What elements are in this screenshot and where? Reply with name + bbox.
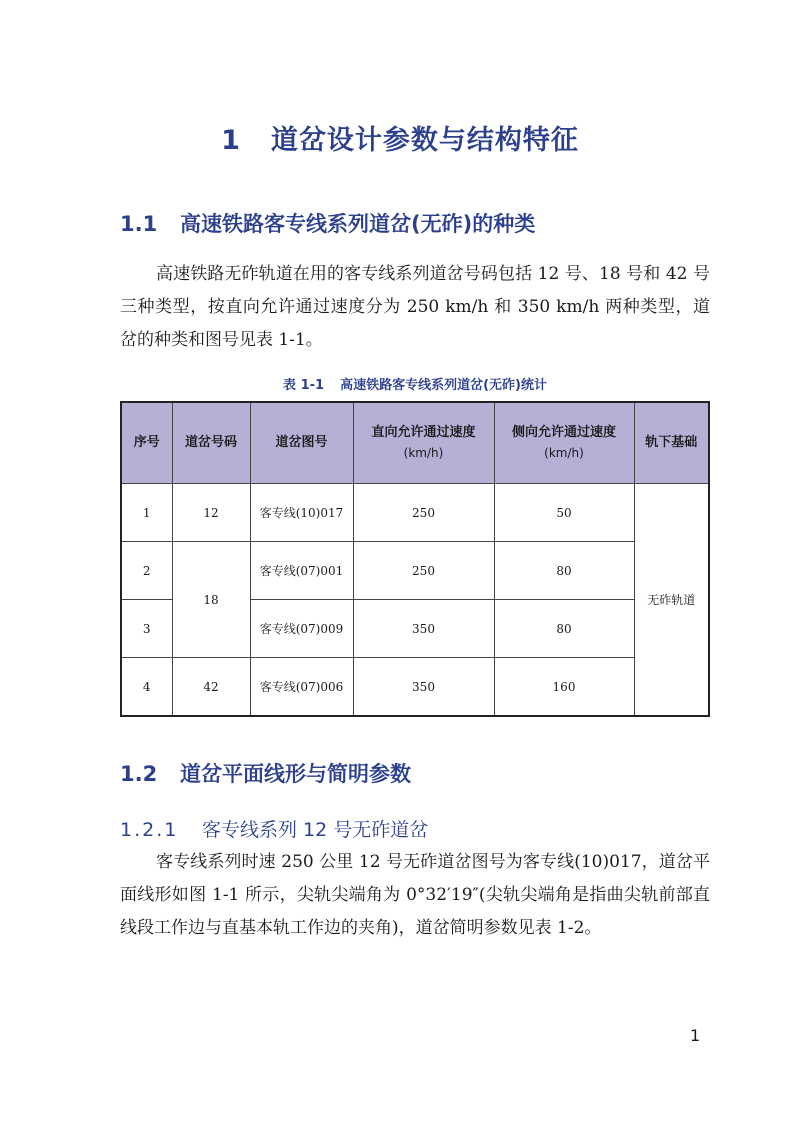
- chapter-number: 1: [221, 125, 241, 156]
- cell-drawing-no: 客专线(10)017: [250, 484, 353, 542]
- paragraph-1-2-1: [120, 846, 710, 945]
- subsection-title: 客专线系列 12 号无砟道岔: [202, 819, 429, 841]
- cell-straight-speed: 250: [353, 484, 494, 542]
- header-side-speed: [494, 402, 634, 484]
- subsection-heading-1-2-1: [120, 815, 428, 842]
- table-caption-number: 表 1-1: [283, 378, 325, 393]
- cell-side-speed: 80: [494, 600, 634, 658]
- page-number: 1: [690, 1026, 701, 1045]
- cell-drawing-no: 客专线(07)009: [250, 600, 353, 658]
- turnout-table: [120, 401, 710, 717]
- table-caption-title: 高速铁路客专线系列道岔(无砟)统计: [340, 378, 547, 393]
- cell-side-speed: 50: [494, 484, 634, 542]
- cell-drawing-no: 客专线(07)006: [250, 658, 353, 717]
- table-row: [121, 484, 709, 542]
- paragraph-1-1: [120, 258, 710, 357]
- table-row: [121, 658, 709, 717]
- chapter-title-text: 道岔设计参数与结构特征: [270, 125, 579, 156]
- cell-seq: 1: [121, 484, 172, 542]
- cell-seq: 2: [121, 542, 172, 600]
- section-number: 1.1: [120, 212, 158, 236]
- header-straight-speed: [353, 402, 494, 484]
- cell-side-speed: 80: [494, 542, 634, 600]
- cell-straight-speed: 350: [353, 658, 494, 717]
- cell-turnout-no: 42: [172, 658, 250, 717]
- section-title: 道岔平面线形与简明参数: [180, 762, 411, 786]
- cell-foundation: 无砟轨道: [634, 484, 709, 717]
- chapter-title: [0, 118, 800, 157]
- cell-turnout-no: 12: [172, 484, 250, 542]
- header-foundation: 轨下基础: [634, 402, 709, 484]
- header-seq: 序号: [121, 402, 172, 484]
- cell-side-speed: 160: [494, 658, 634, 717]
- header-turnout-no: 道岔号码: [172, 402, 250, 484]
- table-caption: [120, 374, 710, 393]
- cell-drawing-no: 客专线(07)001: [250, 542, 353, 600]
- section-title: 高速铁路客专线系列道岔(无砟)的种类: [180, 212, 536, 236]
- cell-straight-speed: 350: [353, 600, 494, 658]
- cell-straight-speed: 250: [353, 542, 494, 600]
- header-straight-speed-unit: (km/h): [403, 445, 444, 460]
- header-side-speed-label: 侧向允许通过速度: [511, 424, 616, 440]
- header-drawing-no: 道岔图号: [250, 402, 353, 484]
- header-side-speed-unit: (km/h): [544, 445, 584, 460]
- cell-turnout-no: 18: [172, 542, 250, 658]
- section-number: 1.2: [120, 762, 158, 786]
- section-heading-1-2: [120, 758, 411, 788]
- paragraph-text: 客专线系列时速 250 公里 12 号无砟道岔图号为客专线(10)017，道岔平面线形如图 1-1 所示，尖轨尖端角为 0°32′19″(尖轨尖端角是指曲尖轨前部直线段工作边与直基本轨工作边的夹角)，道岔简明参数见表 1-2。: [120, 852, 710, 938]
- section-heading-1-1: [120, 208, 535, 238]
- cell-seq: 3: [121, 600, 172, 658]
- table-row: [121, 542, 709, 600]
- subsection-number: 1.2.1: [120, 819, 179, 841]
- header-straight-speed-label: 直向允许通过速度: [371, 424, 476, 440]
- table-header-row: [121, 402, 709, 484]
- cell-seq: 4: [121, 658, 172, 717]
- paragraph-text: 高速铁路无砟轨道在用的客专线系列道岔号码包括 12 号、18 号和 42 号三种类型，按直向允许通过速度分为 250 km/h 和 350 km/h 两种类型，道岔的种类和图号见表 1-1。: [120, 264, 710, 350]
